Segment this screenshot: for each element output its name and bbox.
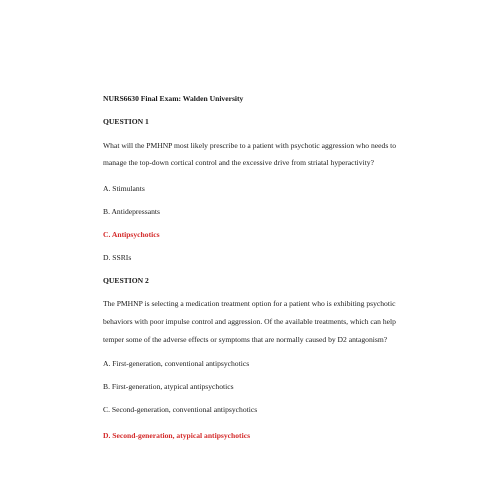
question-1-option-a: A. Stimulants	[103, 184, 145, 193]
question-2-option-c: C. Second-generation, conventional antipsychotics	[103, 405, 258, 414]
question-2-text-line-1: The PMHNP is selecting a medication treatment option for a patient who is exhibiting psychotic	[103, 299, 396, 308]
question-1-option-c-correct: C. Antipsychotics	[103, 230, 160, 239]
question-1-heading: QUESTION 1	[103, 117, 149, 126]
question-2-text-line-3: temper some of the adverse effects or symptoms that are normally caused by D2 antagonism?	[103, 335, 388, 344]
question-2-option-a: A. First-generation, conventional antipsychotics	[103, 359, 250, 368]
document-title: NURS6630 Final Exam: Walden University	[103, 94, 244, 103]
question-1-text-line-2: manage the top-down cortical control and the excessive drive from striatal hyperactivity?	[103, 158, 374, 167]
question-2-option-d-correct: D. Second-generation, atypical antipsychotics	[103, 431, 251, 440]
question-1-option-b: B. Antidepressants	[103, 207, 160, 216]
question-2-text-line-2: behaviors with poor impulse control and aggression. Of the available treatments, which can help	[103, 317, 396, 326]
question-2-heading: QUESTION 2	[103, 276, 149, 285]
question-2-option-b: B. First-generation, atypical antipsychotics	[103, 382, 234, 391]
question-1-text-line-1: What will the PMHNP most likely prescribe to a patient with psychotic aggression who needs to	[103, 141, 397, 150]
question-1-option-d: D. SSRIs	[103, 253, 132, 262]
